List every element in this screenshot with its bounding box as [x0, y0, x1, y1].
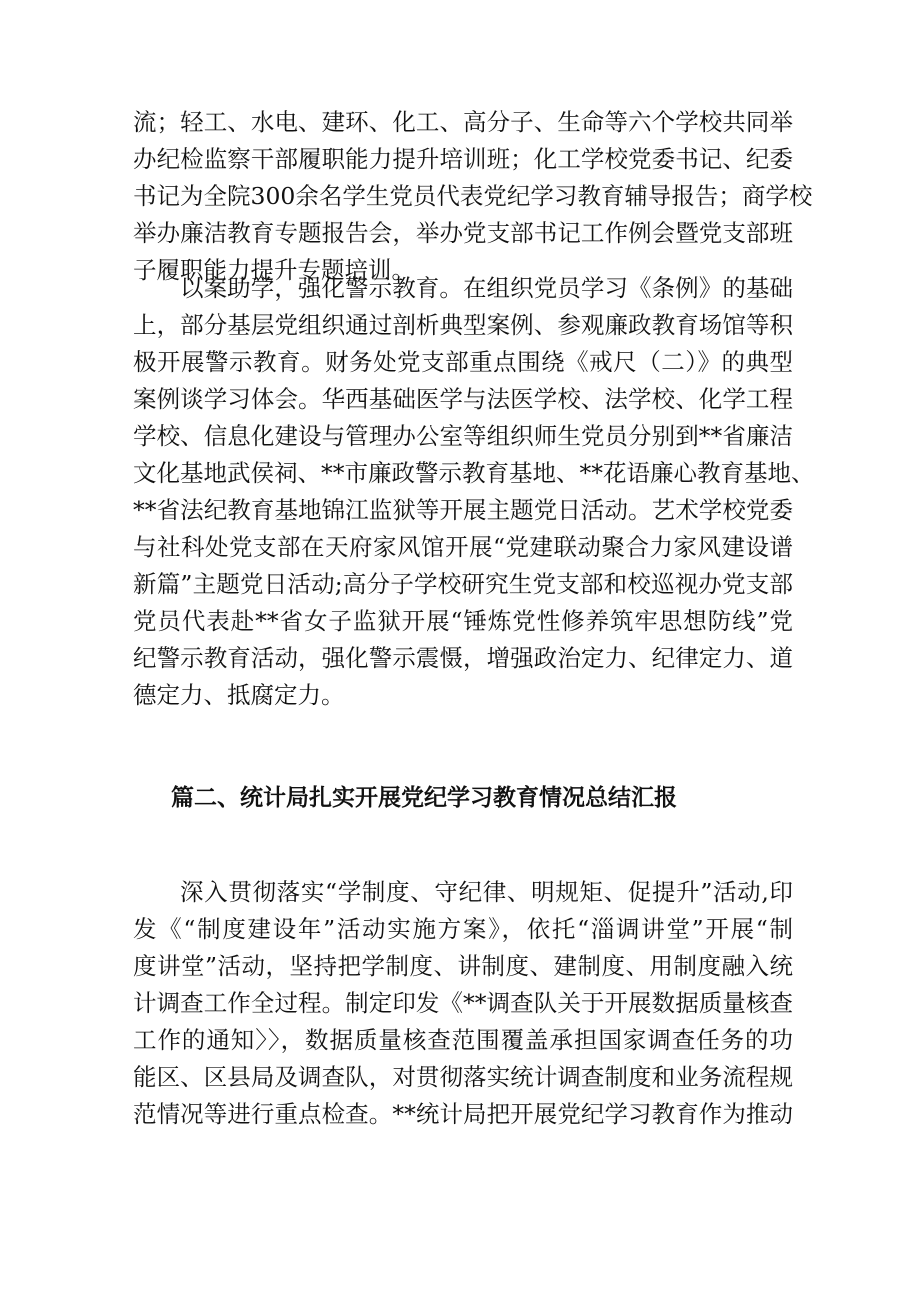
paragraph-3 — [133, 874, 793, 1133]
paragraph-2 — [133, 270, 815, 714]
text-line: 学校、信息化建设与管理办公室等组织师生党员分别到**省廉洁 — [133, 422, 793, 450]
text-line: 以案助学，强化警示教育。在组织党员学习《条例》的基础 — [180, 274, 793, 302]
text-line: 办纪检监察干部履职能力提升培训班；化工学校党委书记、纪委 — [133, 145, 793, 173]
text-line: 工作的通知〉〉，数据质量核查范围覆盖承担国家调查任务的功 — [133, 1026, 793, 1054]
paragraph-1 — [133, 104, 813, 289]
text-line: 举办廉洁教育专题报告会，举办党支部书记工作例会暨党支部班 — [133, 219, 793, 247]
text-line: 极开展警示教育。财务处党支部重点围绕《戒尺（二）》的典型 — [133, 348, 793, 376]
text-line: 新篇”主题党日活动;高分子学校研究生党支部和校巡视办党支部 — [133, 570, 793, 598]
text-line: 度讲堂”活动，坚持把学制度、讲制度、建制度、用制度融入统 — [133, 952, 793, 980]
text-line: 计调查工作全过程。制定印发《**调查队关于开展数据质量核查 — [133, 989, 793, 1017]
text-line: 德定力、抵腐定力。 — [133, 681, 345, 709]
text-line: 子履职能力提升专题培训。 — [133, 256, 415, 284]
text-line: 纪警示教育活动，强化警示震慑，增强政治定力、纪律定力、道 — [133, 644, 793, 672]
text-line: 能区、区县局及调查队，对贯彻落实统计调查制度和业务流程规 — [133, 1063, 793, 1091]
text-line: **省法纪教育基地锦江监狱等开展主题党日活动。艺术学校党委 — [133, 496, 793, 524]
text-line: 发《“制度建设年”活动实施方案》，依托“淄调讲堂”开展“制 — [133, 915, 793, 943]
text-line: 流；轻工、水电、建环、化工、高分子、生命等六个学校共同举 — [133, 108, 793, 136]
text-line: 范情况等进行重点检查。**统计局把开展党纪学习教育作为推动 — [133, 1100, 793, 1128]
text-line: 与社科处党支部在天府家风馆开展“党建联动聚合力家风建设谱 — [133, 533, 793, 561]
section-heading: 篇二、统计局扎实开展党纪学习教育情况总结汇报 — [171, 785, 677, 811]
text-line: 上，部分基层党组织通过剖析典型案例、参观廉政教育场馆等积 — [133, 311, 793, 339]
text-line: 深入贯彻落实“学制度、守纪律、明规矩、促提升”活动,印 — [180, 878, 793, 906]
text-line: 案例谈学习体会。华西基础医学与法医学校、法学校、化学工程 — [133, 385, 793, 413]
text-line: 党员代表赴**省女子监狱开展“锤炼党性修养筑牢思想防线”党 — [133, 607, 793, 635]
text-line: 文化基地武侯祠、**市廉政警示教育基地、**花语廉心教育基地、 — [133, 459, 815, 487]
text-line: 书记为全院300余名学生党员代表党纪学习教育辅导报告；商学校 — [133, 182, 813, 210]
